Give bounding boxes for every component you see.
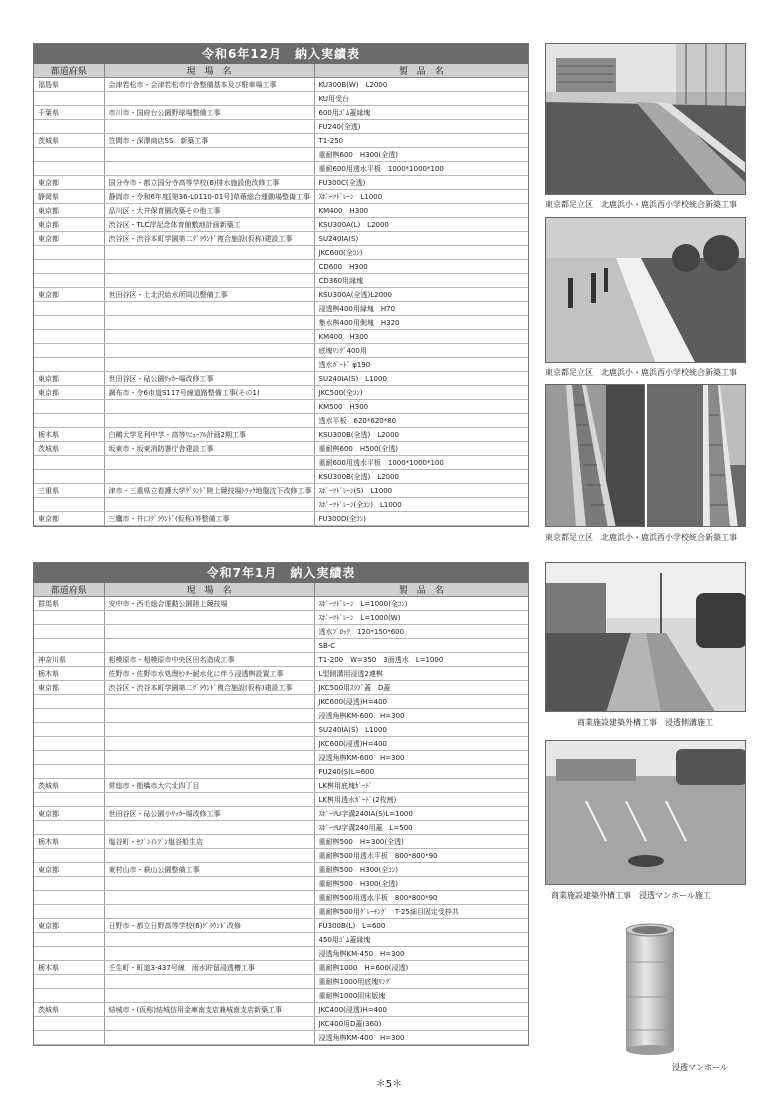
table-row (34, 989, 528, 1003)
page-number: ＊5＊ (375, 1079, 403, 1090)
cell-product: KU用受台 (314, 92, 528, 106)
table-row (34, 891, 528, 905)
cell-product: KU300B(W) L2000 (314, 78, 528, 92)
cell-site (104, 975, 314, 989)
header-site: 現 場 名 (104, 583, 314, 597)
table-row (34, 274, 528, 288)
table-row (34, 148, 528, 162)
table-row (34, 428, 528, 442)
cell-site: 笠間市・深澤商店SS 新築工事 (104, 134, 314, 148)
cell-prefecture: 東京都 (34, 512, 104, 526)
header-product: 製 品 名 (314, 64, 528, 78)
cell-site (104, 625, 314, 639)
cell-product: 浸透角桝KM-400 H=300 (314, 1031, 528, 1045)
cell-site (104, 989, 314, 1003)
cell-site (104, 611, 314, 625)
construction-photo-2 (545, 217, 746, 363)
cell-site (104, 162, 314, 176)
cell-prefecture: 福島県 (34, 78, 104, 92)
table-row (34, 1003, 528, 1017)
cell-site (104, 260, 314, 274)
table-row (34, 681, 528, 695)
cell-prefecture (34, 723, 104, 737)
construction-photo-3b (647, 384, 746, 527)
cell-site: 常総市・船橋市大穴北四丁目 (104, 779, 314, 793)
table-row (34, 877, 528, 891)
cell-prefecture: 三重県 (34, 484, 104, 498)
table-row (34, 611, 528, 625)
cell-prefecture: 東京都 (34, 386, 104, 400)
cell-product: ｽﾎﾟｰﾂU字溝240ⅠA(S)L=1000 (314, 807, 528, 821)
header-prefecture: 都道府県 (34, 64, 104, 78)
table-row (34, 863, 528, 877)
cell-product: L型側溝用浸透2連桝 (314, 667, 528, 681)
photo-caption-5: 商業施設建築外構工事 浸透マンホール施工 (551, 891, 711, 900)
table-row (34, 597, 528, 611)
table-row (34, 667, 528, 681)
cell-site (104, 1031, 314, 1045)
cell-prefecture: 茨城県 (34, 779, 104, 793)
cell-product: KSU300A(L) L2000 (314, 218, 528, 232)
cell-product: SU240ⅠA(S) (314, 232, 528, 246)
cell-product: JKC500(全ｺﾝ) (314, 386, 528, 400)
table-row (34, 905, 528, 919)
cell-prefecture (34, 737, 104, 751)
cell-prefecture: 神奈川県 (34, 653, 104, 667)
cell-site (104, 765, 314, 779)
cell-product: T1-250 (314, 134, 528, 148)
cell-product: KSU300B(全透) L2000 (314, 428, 528, 442)
cell-prefecture (34, 1031, 104, 1045)
table-row (34, 344, 528, 358)
cell-site (104, 793, 314, 807)
table-row (34, 442, 528, 456)
cell-product: 重耐600用透水平板 1000*1000*100 (314, 162, 528, 176)
cell-site: 結城市・(仮称)結城信用金庫南支店兼城南支店新築工事 (104, 1003, 314, 1017)
cell-site (104, 274, 314, 288)
table-row (34, 386, 528, 400)
table-row (34, 919, 528, 933)
cell-site: 白鷗大学足利中学・高等ﾘﾆｭｰｱﾙ計画2期工事 (104, 428, 314, 442)
table-row (34, 723, 528, 737)
cell-product: ｽﾎﾟｰﾂﾄﾞﾚｰﾝ L=1000(W) (314, 611, 528, 625)
cell-product: SU240ⅠA(S) L1000 (314, 372, 528, 386)
table-row (34, 484, 528, 498)
table-row (34, 414, 528, 428)
cell-prefecture: 東京都 (34, 807, 104, 821)
cell-product: LK桝用底塊ｶﾞｰﾄﾞ (314, 779, 528, 793)
table-row (34, 246, 528, 260)
cell-product: 450用ｺﾞﾑ蓋縁塊 (314, 933, 528, 947)
table-row (34, 190, 528, 204)
table-row (34, 695, 528, 709)
cell-site (104, 92, 314, 106)
table-row (34, 134, 528, 148)
cell-product: JKC600(浸透)H=400 (314, 737, 528, 751)
cell-site (104, 1017, 314, 1031)
cell-product: KM400 H300 (314, 204, 528, 218)
photo-caption-3: 東京都足立区 北鹿浜小・鹿浜西小学校統合新築工事 (545, 533, 737, 542)
header-prefecture: 都道府県 (34, 583, 104, 597)
cell-product: JKC400(浸透)H=400 (314, 1003, 528, 1017)
cell-prefecture (34, 246, 104, 260)
table-row (34, 933, 528, 947)
cell-product: KM400 H300 (314, 330, 528, 344)
table-row (34, 1031, 528, 1045)
construction-photo-3a (545, 384, 645, 527)
construction-photo-5 (545, 740, 746, 885)
cell-prefecture: 東京都 (34, 218, 104, 232)
cell-product: JKC600(全ｺﾝ) (314, 246, 528, 260)
cell-product: 重耐桝1000用床版塊 (314, 989, 528, 1003)
table-row (34, 975, 528, 989)
cell-prefecture (34, 330, 104, 344)
cell-product: JKC400用D蓋(360) (314, 1017, 528, 1031)
table-row (34, 232, 528, 246)
cell-product: FU300D(全ｺﾝ) (314, 512, 528, 526)
cell-product: ｽﾎﾟｰﾂﾄﾞﾚｰﾝ L1000 (314, 190, 528, 204)
cell-site (104, 148, 314, 162)
cell-prefecture (34, 989, 104, 1003)
table-row (34, 512, 528, 526)
cell-product: 重耐桝500 H300(全透) (314, 877, 528, 891)
cell-prefecture: 東京都 (34, 919, 104, 933)
cell-prefecture (34, 92, 104, 106)
cell-prefecture (34, 274, 104, 288)
cell-site (104, 723, 314, 737)
cell-prefecture (34, 877, 104, 891)
table-row (34, 793, 528, 807)
table-row (34, 106, 528, 120)
table-row (34, 162, 528, 176)
table-title: 令和6年12月 納入実績表 (34, 44, 528, 64)
table-row (34, 400, 528, 414)
cell-prefecture: 東京都 (34, 176, 104, 190)
cell-prefecture (34, 933, 104, 947)
cell-site: 佐野市・佐野市水処理ｾﾝﾀｰ耐水化に伴う浸透桝設置工事 (104, 667, 314, 681)
table-row (34, 498, 528, 512)
cell-site (104, 246, 314, 260)
cell-prefecture: 茨城県 (34, 1003, 104, 1017)
table-row (34, 961, 528, 975)
cell-product: 重耐桝500用ｸﾞﾚｰﾁﾝｸﾞ T-25細目固定受枠共 (314, 905, 528, 919)
table-row (34, 821, 528, 835)
cell-prefecture (34, 302, 104, 316)
photo-caption-1: 東京都足立区 北鹿浜小・鹿浜西小学校統合新築工事 (545, 200, 737, 209)
cell-prefecture (34, 316, 104, 330)
cell-site: 東村山市・萩山公園整備工事 (104, 863, 314, 877)
table-row (34, 470, 528, 484)
cell-site: 坂東市・坂東消防署庁舎建設工事 (104, 442, 314, 456)
cell-prefecture (34, 905, 104, 919)
table-row (34, 218, 528, 232)
table-row (34, 330, 528, 344)
cell-site (104, 120, 314, 134)
cell-prefecture: 群馬県 (34, 597, 104, 611)
cell-prefecture: 栃木県 (34, 428, 104, 442)
cell-prefecture: 静岡県 (34, 190, 104, 204)
cell-site (104, 737, 314, 751)
cell-product: 浸透角桝KM-600 H=300 (314, 709, 528, 723)
cell-prefecture: 栃木県 (34, 961, 104, 975)
table-row (34, 849, 528, 863)
cell-prefecture (34, 344, 104, 358)
cell-site: 世田谷区・砧公園小ｻｯｶｰ場改修工事 (104, 807, 314, 821)
cell-product: JKC600(浸透)H=400 (314, 695, 528, 709)
table-row (34, 358, 528, 372)
cell-prefecture (34, 891, 104, 905)
cell-product: 透水平板 620*620*80 (314, 414, 528, 428)
table-row (34, 302, 528, 316)
cell-product: 重耐桝600 H500(全透) (314, 442, 528, 456)
cell-prefecture: 茨城県 (34, 442, 104, 456)
cell-product: ｽﾎﾟｰﾂU字溝240用蓋 L=500 (314, 821, 528, 835)
cell-prefecture: 千葉県 (34, 106, 104, 120)
cell-prefecture (34, 400, 104, 414)
table-row (34, 807, 528, 821)
cell-prefecture (34, 751, 104, 765)
cell-prefecture (34, 260, 104, 274)
cell-product: 重耐600用透水平板 1000*1000*100 (314, 456, 528, 470)
cell-prefecture: 東京都 (34, 372, 104, 386)
cell-prefecture: 東京都 (34, 863, 104, 877)
cell-site (104, 849, 314, 863)
cell-site: 日野市・都立日野高等学校(6)ｸﾞﾗｳﾝﾄﾞ改修 (104, 919, 314, 933)
cell-product: FU300C(全透) (314, 176, 528, 190)
cell-product: CD600 H300 (314, 260, 528, 274)
cell-site: 安中市・西毛総合運動公園陸上競技場 (104, 597, 314, 611)
table-row (34, 456, 528, 470)
cell-product: 浸透桝400用縁塊 H70 (314, 302, 528, 316)
construction-photo-4 (545, 562, 746, 712)
table-row (34, 260, 528, 274)
construction-photo-1 (545, 43, 746, 195)
cell-product: 重耐桝500用透水平板 800*800*90 (314, 849, 528, 863)
cell-site (104, 456, 314, 470)
cell-prefecture: 栃木県 (34, 667, 104, 681)
table-row (34, 947, 528, 961)
cell-product: FU240(全透) (314, 120, 528, 134)
cell-product: 浸透角桝KM-450 H=300 (314, 947, 528, 961)
cell-site: 渋谷区・TLC岸記念体育館敷地計画新築工 (104, 218, 314, 232)
table-row (34, 288, 528, 302)
cell-site (104, 330, 314, 344)
cell-product: 透水ﾌﾞﾛｯｸ 120*150*600 (314, 625, 528, 639)
table-row (34, 765, 528, 779)
cell-site (104, 751, 314, 765)
table-row (34, 176, 528, 190)
cell-prefecture (34, 849, 104, 863)
cell-prefecture (34, 1017, 104, 1031)
cell-site (104, 695, 314, 709)
table-row (34, 92, 528, 106)
cell-prefecture: 栃木県 (34, 835, 104, 849)
table-row (34, 78, 528, 92)
cell-site: 渋谷区・渋谷本町学園第二ｸﾞﾗｳﾝﾄﾞ複合施設(仮称)建設工事 (104, 232, 314, 246)
cell-prefecture (34, 358, 104, 372)
table-row (34, 316, 528, 330)
cell-prefecture (34, 975, 104, 989)
cell-prefecture: 茨城県 (34, 134, 104, 148)
cell-prefecture (34, 709, 104, 723)
cell-site (104, 358, 314, 372)
cell-product: FU300B(L) L=600 (314, 919, 528, 933)
cell-product: 透水ｶﾞｰﾄﾞ φ190 (314, 358, 528, 372)
cell-site: 津市・三重県立看護大学ｸﾞﾗﾝﾄﾞ陸上競技場ﾄﾗｯｸ地盤沈下改修工事 (104, 484, 314, 498)
cell-site: 相模原市・相模原市中央区田名造成工事 (104, 653, 314, 667)
cell-site (104, 947, 314, 961)
cell-prefecture (34, 947, 104, 961)
cell-product: KSU300B(全透) L2000 (314, 470, 528, 484)
cell-site (104, 821, 314, 835)
cell-prefecture (34, 498, 104, 512)
table-row (34, 835, 528, 849)
cell-product: ｽﾎﾟｰﾂﾄﾞﾚｰﾝ(全ｺﾝ) L1000 (314, 498, 528, 512)
cell-site (104, 400, 314, 414)
cell-prefecture (34, 162, 104, 176)
photo-caption-2: 東京都足立区 北鹿浜小・鹿浜西小学校統合新築工事 (545, 368, 737, 377)
cell-site (104, 639, 314, 653)
table-row (34, 737, 528, 751)
cell-site: 壬生町・町道3-437号線 雨水貯留浸透槽工事 (104, 961, 314, 975)
cell-site: 調布市・令6市道S117号線道路整備工事(その1) (104, 386, 314, 400)
table-row (34, 751, 528, 765)
table-row (34, 1017, 528, 1031)
cell-prefecture (34, 456, 104, 470)
cell-site (104, 470, 314, 484)
table-row (34, 639, 528, 653)
photo-caption-4: 商業施設建築外構工事 浸透側溝施工 (577, 718, 713, 727)
cell-prefecture (34, 639, 104, 653)
cell-site: 三鷹市・井口ｸﾞﾗｳﾝﾄﾞ(仮称)等整備工事 (104, 512, 314, 526)
table-row (34, 372, 528, 386)
cell-product: 重耐桝500用透水平板 800*800*90 (314, 891, 528, 905)
cell-prefecture (34, 765, 104, 779)
manhole-product-image (620, 922, 680, 1057)
table-title: 令和7年1月 納入実績表 (34, 563, 528, 583)
cell-site (104, 316, 314, 330)
cell-site (104, 933, 314, 947)
cell-product: CD360用縁塊 (314, 274, 528, 288)
cell-site: 静岡市・令和6年度[第36-L0110-01号]草薙総合運動場整備工事 (104, 190, 314, 204)
table-row (34, 709, 528, 723)
table-row (34, 204, 528, 218)
cell-prefecture (34, 695, 104, 709)
cell-site: 渋谷区・渋谷本町学園第二ｸﾞﾗｳﾝﾄﾞ複合施設(仮称)建設工事 (104, 681, 314, 695)
cell-site (104, 709, 314, 723)
cell-product: T1-200 W=350 3面透水 L=1000 (314, 653, 528, 667)
cell-prefecture (34, 414, 104, 428)
cell-product: SB-C (314, 639, 528, 653)
delivery-table-jan (33, 562, 529, 1046)
cell-site (104, 498, 314, 512)
cell-product: ｽﾎﾟｰﾂﾄﾞﾚｰﾝ L=1000(全ｺﾝ) (314, 597, 528, 611)
cell-site: 世田谷区・砧公園ｻｯｶｰ場改修工事 (104, 372, 314, 386)
cell-site: 国分寺市・都立国分寺高等学校(6)排水施設他改修工事 (104, 176, 314, 190)
cell-product: ｽﾎﾟｰﾂﾄﾞﾚｰﾝ(S) L1000 (314, 484, 528, 498)
cell-product: 600用ｺﾞﾑ蓋縁塊 (314, 106, 528, 120)
table-row (34, 120, 528, 134)
table-grid (34, 64, 528, 526)
cell-site (104, 344, 314, 358)
cell-site (104, 877, 314, 891)
cell-product: FU240(S)L=600 (314, 765, 528, 779)
cell-site (104, 905, 314, 919)
cell-prefecture (34, 470, 104, 484)
cell-prefecture (34, 611, 104, 625)
cell-prefecture: 東京都 (34, 681, 104, 695)
cell-site (104, 302, 314, 316)
cell-site: 塩谷町・ｾﾌﾞﾝｲﾚﾌﾞﾝ塩谷船生店 (104, 835, 314, 849)
cell-prefecture (34, 120, 104, 134)
cell-product: 重耐桝1000 H=600(浸透) (314, 961, 528, 975)
cell-prefecture: 東京都 (34, 232, 104, 246)
table-row (34, 625, 528, 639)
cell-product: 重耐桝600 H300(全透) (314, 148, 528, 162)
cell-prefecture (34, 821, 104, 835)
cell-prefecture (34, 625, 104, 639)
cell-prefecture: 東京都 (34, 288, 104, 302)
cell-product: 重耐桝500 H=300(全透) (314, 835, 528, 849)
cell-product: KSU300A(全透)L2000 (314, 288, 528, 302)
cell-prefecture (34, 148, 104, 162)
table-row (34, 653, 528, 667)
cell-product: LK桝用透水ｶﾞｰﾄﾞ(2枚割) (314, 793, 528, 807)
cell-site (104, 414, 314, 428)
cell-product: 底塊ﾘﾝｸﾞ400用 (314, 344, 528, 358)
cell-site: 品川区・大井保育園改築その他工事 (104, 204, 314, 218)
cell-site (104, 891, 314, 905)
cell-site: 世田谷区・上北沢給水所周辺整備工事 (104, 288, 314, 302)
photo-caption-6: 浸透マンホール (672, 1063, 728, 1072)
header-site: 現 場 名 (104, 64, 314, 78)
cell-product: 重耐桝1000用底塊ﾘﾝｸﾞ (314, 975, 528, 989)
cell-product: 重耐桝500 H300(全ｺﾝ) (314, 863, 528, 877)
table-grid (34, 583, 528, 1045)
table-row (34, 779, 528, 793)
cell-product: 集水桝400用側塊 H320 (314, 316, 528, 330)
delivery-table-dec (33, 43, 529, 527)
cell-prefecture (34, 793, 104, 807)
cell-product: SU240ⅠA(S) L1000 (314, 723, 528, 737)
cell-prefecture: 東京都 (34, 204, 104, 218)
cell-product: JKC500用ｽﾗﾌﾞ蓋 D蓋 (314, 681, 528, 695)
cell-product: 浸透角桝KM-600 H=300 (314, 751, 528, 765)
cell-site: 会津若松市・会津若松市庁舎整備基本及び駐車場工事 (104, 78, 314, 92)
cell-product: KM500 H300 (314, 400, 528, 414)
header-product: 製 品 名 (314, 583, 528, 597)
cell-site: 市川市・国府台公園野球場整備工事 (104, 106, 314, 120)
